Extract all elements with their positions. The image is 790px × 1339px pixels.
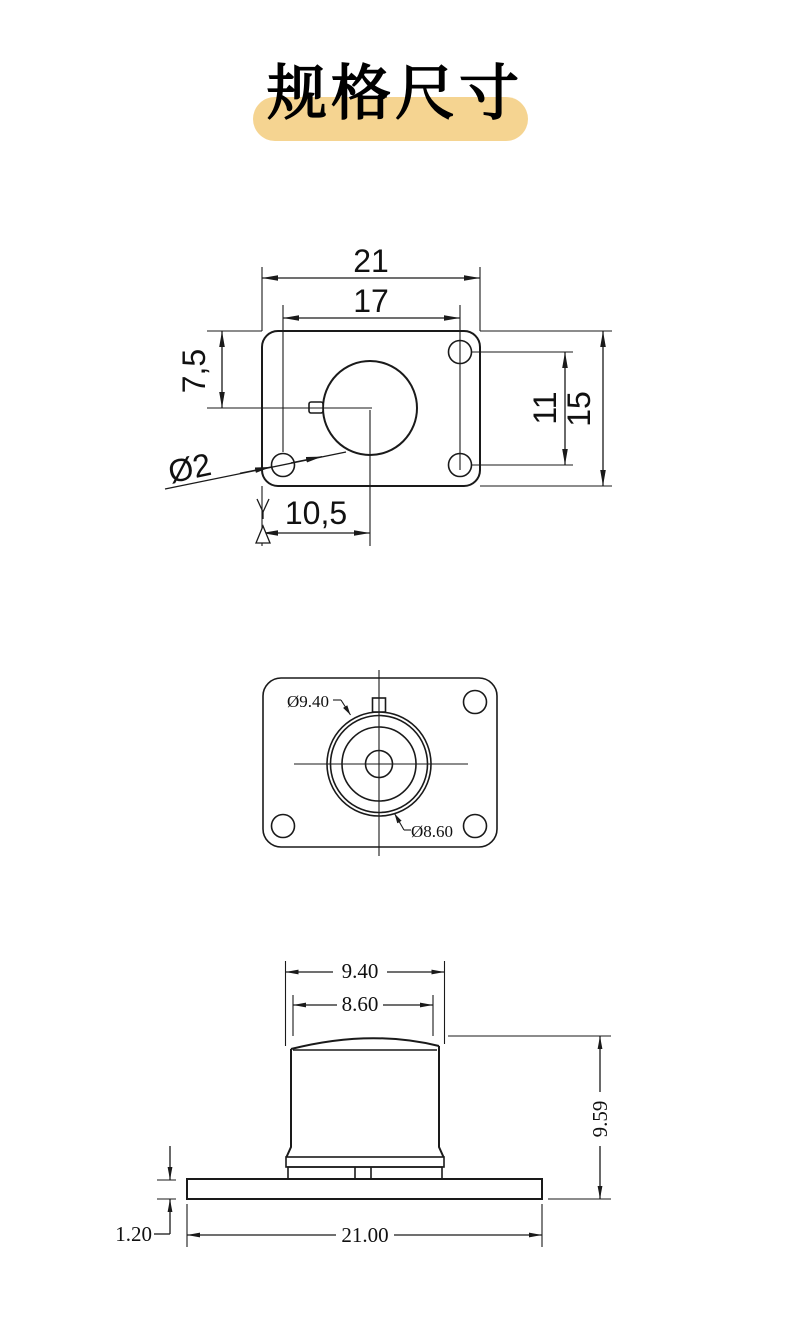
dim-small-hole-dia: Ø2 bbox=[164, 445, 215, 491]
side-view-ring-upper bbox=[286, 1157, 444, 1167]
side-view-extension-lines bbox=[157, 961, 611, 1247]
dim-base-width: 21.00 bbox=[341, 1223, 389, 1247]
dim-overall-height: 15 bbox=[561, 391, 597, 427]
side-view-dome bbox=[291, 1038, 439, 1049]
side-view-drawing bbox=[115, 959, 612, 1247]
front-view-hole-top-right bbox=[464, 691, 487, 714]
dim-hole-span-width: 17 bbox=[353, 283, 389, 319]
front-view-hole-bottom-left bbox=[272, 815, 295, 838]
front-view-drawing bbox=[263, 670, 497, 856]
side-view-body-right bbox=[439, 1046, 444, 1157]
top-view-datum-arrow bbox=[257, 499, 269, 519]
dim-center-offset-top: 7,5 bbox=[176, 348, 212, 394]
front-view-hole-bottom-right bbox=[464, 815, 487, 838]
dim-center-offset-left: 10,5 bbox=[284, 495, 348, 531]
dim-total-height: 9.59 bbox=[588, 1100, 612, 1138]
top-view-drawing bbox=[165, 243, 612, 546]
side-view-ring-lower bbox=[288, 1167, 442, 1179]
dim-base-thickness: 1.20 bbox=[115, 1222, 152, 1246]
dim-overall-width: 21 bbox=[353, 243, 389, 279]
dim-hole-span-height: 11 bbox=[527, 391, 563, 425]
dim-boss-outer-dia: Ø9.40 bbox=[287, 692, 330, 711]
side-view-base-plate bbox=[187, 1179, 542, 1199]
page-title: 规格尺寸 bbox=[267, 60, 523, 127]
side-view-body-left bbox=[287, 1049, 292, 1157]
dim-boss-inner-dia: Ø8.60 bbox=[411, 822, 454, 841]
dim-body-dia: 8.60 bbox=[341, 992, 379, 1016]
dim-cap-dia: 9.40 bbox=[341, 959, 379, 983]
top-view-datum-triangle bbox=[256, 526, 270, 543]
